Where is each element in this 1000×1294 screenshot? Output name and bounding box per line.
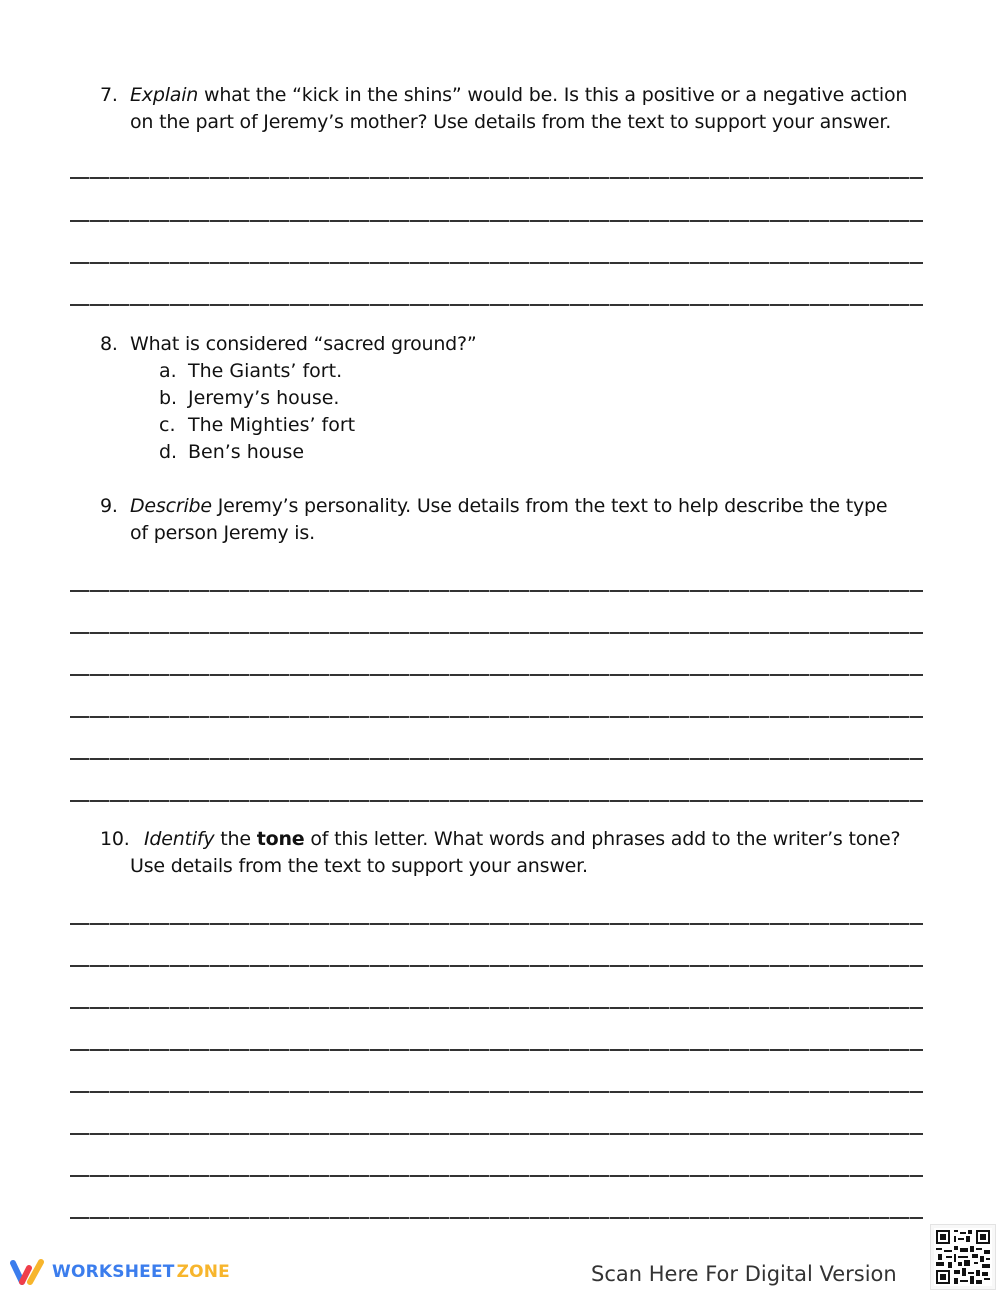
question-text: what the “kick in the shins” would be. Is this a positive or a negative action (198, 84, 908, 106)
question-number: 8. (100, 333, 118, 355)
answer-line[interactable] (70, 1133, 923, 1135)
question-text: What is considered “sacred ground?” (130, 333, 477, 355)
question-verb: Describe (130, 495, 212, 517)
answer-line[interactable] (70, 590, 923, 592)
option-a[interactable]: a. The Giants’ fort. (159, 360, 343, 382)
question-keyword: tone (256, 828, 305, 850)
question-verb: Explain (130, 84, 199, 106)
answer-line[interactable] (70, 1091, 923, 1093)
question-text: of this letter. What words and phrases add to the writer’s tone? (304, 828, 901, 850)
question-9 (100, 493, 940, 547)
question-8 (100, 331, 940, 358)
worksheet-zone-logo[interactable] (8, 1258, 230, 1286)
scan-caption: Scan Here For Digital Version (591, 1262, 897, 1286)
answer-line[interactable] (70, 1007, 923, 1009)
question-text-cont: of person Jeremy is. (130, 522, 315, 544)
question-number: 10. (100, 828, 130, 850)
question-text: Jeremy’s personality. Use details from the text to help describe the type (211, 495, 888, 517)
question-text-cont: on the part of Jeremy’s mother? Use details from the text to support your answer. (130, 111, 892, 133)
question-number: 7. (100, 84, 118, 106)
brand-name: WORKSHEET ZONE (52, 1262, 230, 1282)
option-d[interactable]: d. Ben’s house (159, 441, 305, 463)
question-verb: Identify (144, 828, 215, 850)
answer-options (159, 358, 355, 466)
option-c[interactable]: c. The Mighties’ fort (159, 414, 356, 436)
worksheet-zone-w-icon (8, 1258, 46, 1286)
qr-code-icon[interactable] (930, 1224, 996, 1290)
question-7 (100, 82, 940, 136)
answer-line[interactable] (70, 262, 923, 264)
answer-line[interactable] (70, 716, 923, 718)
answer-line[interactable] (70, 220, 923, 222)
answer-line[interactable] (70, 965, 923, 967)
question-text-cont: Use details from the text to support your answer. (130, 855, 588, 877)
answer-line[interactable] (70, 758, 923, 760)
answer-line[interactable] (70, 1175, 923, 1177)
answer-line[interactable] (70, 177, 923, 179)
answer-line[interactable] (70, 800, 923, 802)
answer-line[interactable] (70, 1049, 923, 1051)
answer-line[interactable] (70, 304, 923, 306)
question-10: 10. Identify the tone of this letter. What words and phrases add to the writer’s tone? Use details from the text to support your answer. (100, 826, 940, 880)
answer-line[interactable] (70, 632, 923, 634)
answer-line[interactable] (70, 923, 923, 925)
question-number: 9. (100, 495, 118, 517)
answer-line[interactable] (70, 1217, 923, 1219)
option-b[interactable]: b. Jeremy’s house. (159, 387, 340, 409)
answer-line[interactable] (70, 674, 923, 676)
